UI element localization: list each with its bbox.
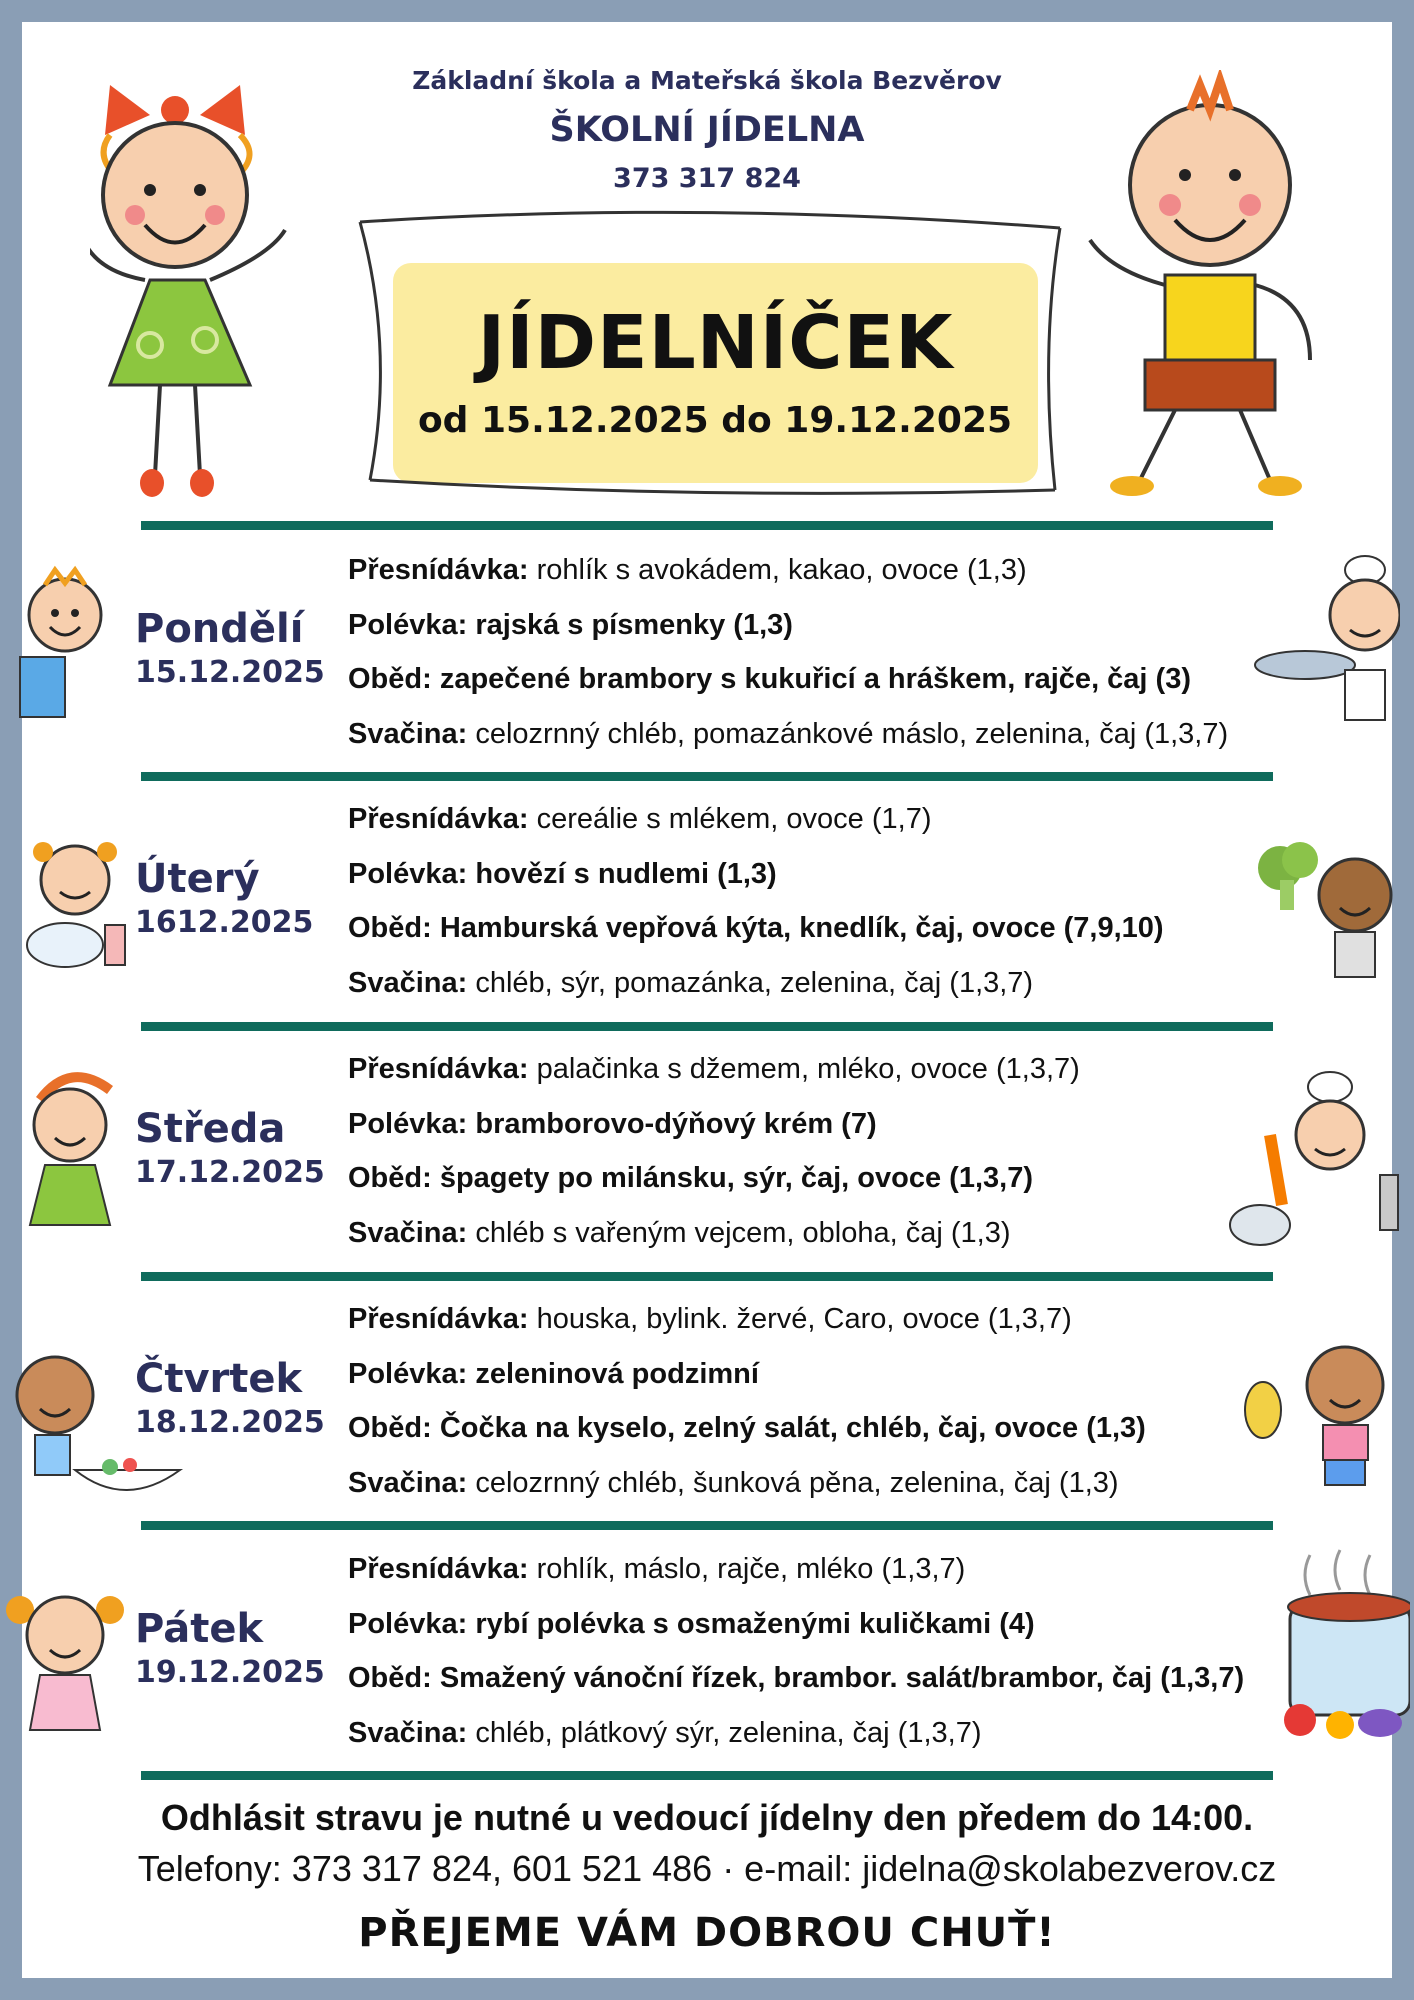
boy-with-broccoli-icon — [1250, 840, 1400, 990]
day-tuesday-meals — [348, 792, 1164, 1010]
section-divider — [141, 1272, 1273, 1281]
meal-snack-afternoon: Svačina: chléb, sýr, pomazánka, zelenina, čaj (1,3,7) — [348, 966, 1034, 999]
day-name: Pátek — [135, 1606, 264, 1652]
meal-snack-morning: Přesnídávka: cereálie s mlékem, ovoce (1,7) — [348, 803, 932, 835]
canteen-phone: 373 317 824 — [613, 163, 801, 194]
meal-soup: Polévka: bramborovo-dýňový krém (7) — [348, 1107, 877, 1140]
day-date: 15.12.2025 — [135, 655, 325, 690]
meal-snack-morning: Přesnídávka: rohlík s avokádem, kakao, ovoce (1,3) — [348, 554, 1027, 586]
chef-cooking-icon — [1220, 1065, 1400, 1255]
day-friday-meals — [348, 1542, 1244, 1760]
day-date: 18.12.2025 — [135, 1405, 325, 1440]
meal-snack-afternoon: Svačina: chléb s vařeným vejcem, obloha, čaj (1,3) — [348, 1216, 1011, 1249]
school-name: Základní škola a Mateřská škola Bezvěrov — [412, 66, 1002, 95]
day-name: Pondělí — [135, 606, 304, 652]
contact-info: Telefony: 373 317 824, 601 521 486 · e-mail: jidelna@skolabezverov.cz — [137, 1848, 1277, 1889]
day-tuesday-heading — [135, 855, 313, 943]
menu-title: JÍDELNÍČEK — [477, 300, 954, 386]
day-name: Středa — [135, 1106, 286, 1152]
section-divider — [141, 1521, 1273, 1530]
day-friday-heading — [135, 1605, 325, 1693]
meal-snack-morning: Přesnídávka: houska, bylink. žervé, Caro, ovoce (1,3,7) — [348, 1303, 1072, 1335]
day-name: Čtvrtek — [135, 1356, 303, 1402]
day-name: Úterý — [135, 856, 260, 902]
boy-with-salad-icon — [0, 1335, 190, 1505]
meal-snack-afternoon: Svačina: celozrnný chléb, šunková pěna, zelenina, čaj (1,3) — [348, 1466, 1119, 1499]
day-monday-heading — [135, 605, 325, 693]
meal-lunch: Oběd: zapečené brambory s kukuřicí a hráškem, rajče, čaj (3) — [348, 663, 1191, 695]
cancellation-notice: Odhlásit stravu je nutné u vedoucí jídelny den předem do 14:00. — [160, 1797, 1254, 1838]
menu-period: od 15.12.2025 do 19.12.2025 — [417, 400, 1013, 441]
section-divider — [141, 1022, 1273, 1031]
day-wednesday-heading — [135, 1105, 325, 1193]
meal-lunch: Oběd: Smažený vánoční řízek, brambor. salát/brambor, čaj (1,3,7) — [348, 1662, 1245, 1694]
meal-snack-afternoon: Svačina: chléb, plátkový sýr, zelenina, čaj (1,3,7) — [348, 1716, 982, 1749]
day-monday-meals — [348, 543, 1228, 761]
bon-appetit-wish: PŘEJEME VÁM DOBROU CHUŤ! — [358, 1910, 1056, 1956]
meal-lunch: Oběd: Hamburská vepřová kýta, knedlík, čaj, ovoce (7,9,10) — [348, 912, 1164, 944]
meal-lunch: Oběd: špagety po milánsku, sýr, čaj, ovoce (1,3,7) — [348, 1162, 1033, 1194]
soup-pot-icon — [1270, 1545, 1410, 1760]
meal-snack-morning: Přesnídávka: rohlík, máslo, rajče, mléko (1,3,7) — [348, 1553, 966, 1585]
day-date: 19.12.2025 — [135, 1655, 325, 1690]
section-divider — [141, 772, 1273, 781]
day-date: 17.12.2025 — [135, 1155, 325, 1190]
meal-soup: Polévka: zeleninová podzimní — [348, 1357, 759, 1390]
meal-soup: Polévka: rybí polévka s osmaženými kuličkami (4) — [348, 1607, 1035, 1640]
boy-character-illustration — [1070, 70, 1370, 510]
day-thursday-meals — [348, 1292, 1146, 1510]
girl-with-pear-icon — [1235, 1310, 1410, 1490]
girl-with-bowl-icon — [5, 830, 135, 980]
meal-snack-afternoon: Svačina: celozrnný chléb, pomazánkové máslo, zelenina, čaj (1,3,7) — [348, 717, 1229, 750]
canteen-title: ŠKOLNÍ JÍDELNA — [549, 110, 865, 150]
meal-soup: Polévka: rajská s písmenky (1,3) — [348, 608, 793, 641]
meal-snack-morning: Přesnídávka: palačinka s džemem, mléko, ovoce (1,3,7) — [348, 1053, 1080, 1085]
girl-with-pigtails-icon — [0, 1580, 130, 1760]
section-divider — [141, 521, 1273, 530]
day-date: 1612.2025 — [135, 905, 314, 940]
meal-soup: Polévka: hovězí s nudlemi (1,3) — [348, 857, 777, 890]
child-character-icon — [15, 565, 115, 745]
day-wednesday-meals — [348, 1042, 1080, 1260]
meal-lunch: Oběd: Čočka na kyselo, zelný salát, chléb, čaj, ovoce (1,3) — [348, 1412, 1146, 1444]
section-divider — [141, 1771, 1273, 1780]
girl-waving-icon — [10, 1060, 130, 1260]
chef-with-fish-icon — [1250, 550, 1400, 730]
girl-character-illustration — [90, 55, 370, 505]
